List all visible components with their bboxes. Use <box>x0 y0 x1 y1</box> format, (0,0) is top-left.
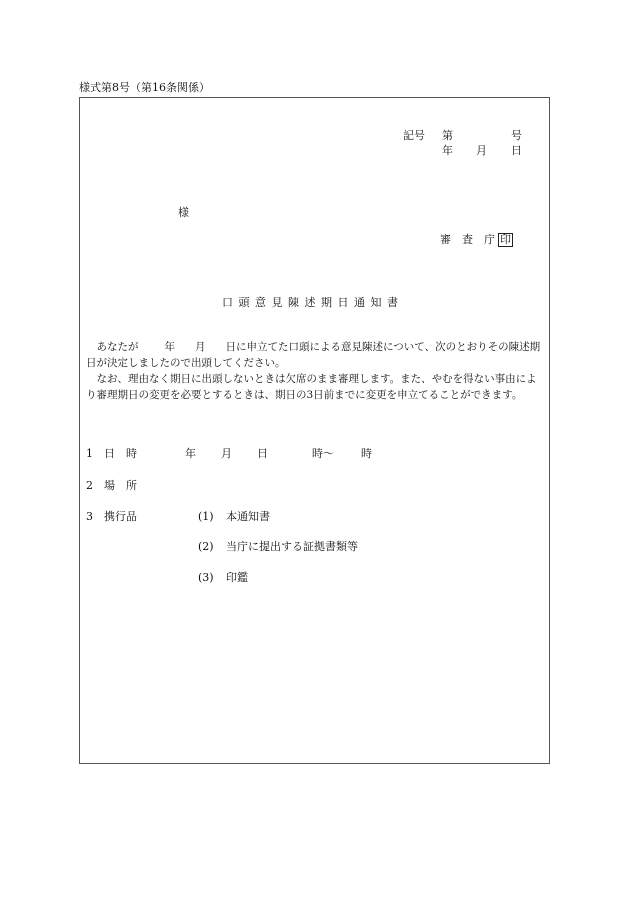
belonging-3-num: (3) <box>198 571 214 584</box>
belonging-2-num: (2) <box>198 540 214 553</box>
belonging-3-text: 印鑑 <box>226 571 248 584</box>
belonging-2-text: 当庁に提出する証拠書類等 <box>226 540 358 553</box>
item-1-month: 月 <box>221 447 232 460</box>
document-frame <box>79 97 550 764</box>
body-paragraph-1 <box>86 339 546 371</box>
p1-month: 月 <box>195 341 206 353</box>
item-1-year: 年 <box>185 447 196 460</box>
issuing-authority <box>440 233 513 247</box>
p1-start: あなたが <box>96 341 139 353</box>
item-1-label: 日 時 <box>104 447 137 460</box>
item-3-label: 携行品 <box>104 510 137 523</box>
item-2-label: 場 所 <box>104 479 137 492</box>
doc-date-day: 日 <box>511 144 522 157</box>
item-3-number: 3 <box>86 510 93 523</box>
belonging-1-num: (1) <box>198 510 214 523</box>
belonging-1-text: 本通知書 <box>226 510 270 523</box>
doc-ref-kigo: 記号 <box>403 129 425 142</box>
doc-date-year: 年 <box>442 144 453 157</box>
p1-rest: 日に申立てた口頭による意見陳述について、次のとおりその陳述期日が決定しましたので出頭してください。 <box>86 341 541 369</box>
item-1-day: 日 <box>257 447 268 460</box>
seal-stamp: 印 <box>500 233 511 246</box>
doc-ref-go: 号 <box>511 129 522 142</box>
form-label: 様式第8号（第16条関係） <box>79 81 210 94</box>
item-1-number: 1 <box>86 447 93 460</box>
item-2-number: 2 <box>86 479 93 492</box>
body-paragraph-2: なお、理由なく期日に出頭しないときは欠席のまま審理します。また、やむを得ない事由により審理期日の変更を必要とするときは、期日の3日前までに変更を申立てることができます。 <box>86 373 537 401</box>
document-title: 口頭意見陳述期日通知書 <box>222 296 404 309</box>
item-1-to: 時 <box>361 447 372 460</box>
item-1-from: 時～ <box>312 447 334 460</box>
addressee-suffix: 様 <box>178 206 189 219</box>
p1-year: 年 <box>164 341 175 353</box>
doc-date-month: 月 <box>476 144 487 157</box>
doc-ref-dai: 第 <box>442 129 453 142</box>
authority-name: 審 査 庁 <box>440 233 495 246</box>
